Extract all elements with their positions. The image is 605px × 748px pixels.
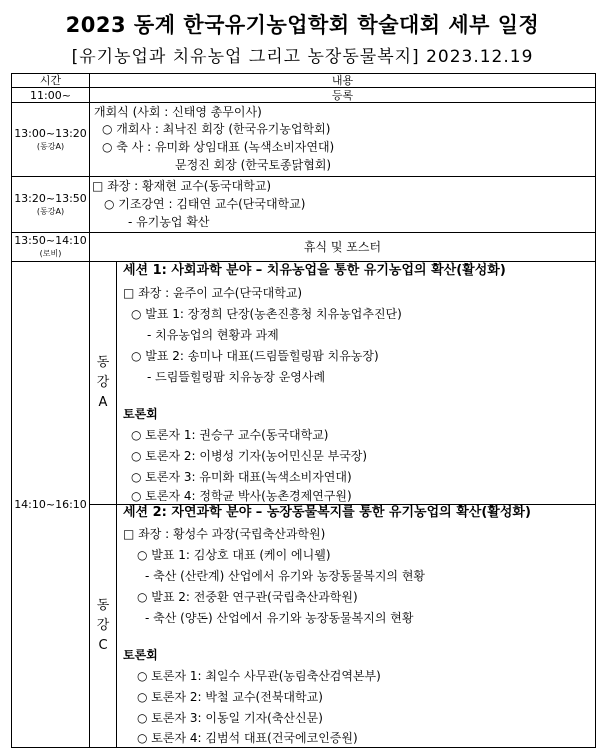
content-line: ○ 발표 1: 장정희 단장(농촌진흥청 치유농업추진단) xyxy=(131,307,402,321)
table-row xyxy=(12,505,596,748)
table-header-row xyxy=(12,74,596,88)
content-cell xyxy=(90,177,596,233)
table-row xyxy=(12,262,596,505)
content-line: □ 좌장 : 윤주이 교수(단국대학교) xyxy=(123,286,303,300)
session-title: 세션 2: 자연과학 분야 – 농장동물복지를 통한 유기농업의 확산(활성화) xyxy=(123,505,531,520)
spacer-line xyxy=(117,629,595,645)
content-line: ○ 토론자 2: 이병성 기자(농어민신문 부국장) xyxy=(131,449,368,463)
session-title: 세션 1: 사회과학 분야 – 치유농업을 통한 유기농업의 확산(활성화) xyxy=(123,263,506,278)
content-line: ○ 축 사 : 유미화 상임대표 (녹색소비자연대) xyxy=(102,140,335,154)
header-content: 내용 xyxy=(90,74,596,88)
schedule-table xyxy=(11,73,596,748)
time-cell xyxy=(12,233,90,262)
table-row xyxy=(12,88,596,103)
content-line: ○ 토론자 4: 김범석 대표(건국에코인증원) xyxy=(137,731,358,745)
room-char: 동 xyxy=(96,355,110,370)
room-cell-c xyxy=(90,505,117,748)
content-line: ○ 토론자 3: 유미화 대표(녹색소비자연대) xyxy=(131,470,352,484)
content-line: - 축산 (양돈) 산업에서 유기와 농장동물복지의 현황 xyxy=(145,611,414,625)
time-cell xyxy=(12,177,90,233)
page-subtitle: [유기농업과 치유농업 그리고 농장동물복지] 2023.12.19 xyxy=(71,47,534,67)
table-row xyxy=(12,103,596,177)
content-cell: 휴식 및 포스터 xyxy=(90,233,596,262)
content-line: ○ 토론자 3: 이동일 기자(축산신문) xyxy=(137,711,323,725)
header-time: 시간 xyxy=(12,74,90,88)
time-cell: 14:10~16:10 xyxy=(12,262,90,748)
content-line: 토론회 xyxy=(123,407,158,421)
content-line: □ 좌장 : 황성수 과장(국립축산과학원) xyxy=(123,527,326,541)
content-line: ○ 개회사 : 최낙진 회장 (한국유기농업학회) xyxy=(102,122,331,136)
content-line: ○ 발표 2: 송미나 대표(드림뜰힐링팜 치유농장) xyxy=(131,349,379,363)
room-char: 동 xyxy=(96,598,110,613)
room-char: 강 xyxy=(96,618,110,633)
content-line: ○ 토론자 4: 정학균 박사(농촌경제연구원) xyxy=(131,489,352,503)
content-line: ○ 발표 2: 전중환 연구관(국립축산과학원) xyxy=(137,590,358,604)
content-line: ○ 토론자 1: 권승구 교수(동국대학교) xyxy=(131,428,329,442)
content-cell: 등록 xyxy=(90,88,596,103)
room-cell-a xyxy=(90,262,117,505)
time-value: 13:20~13:50 xyxy=(14,191,87,205)
room-label: (로비) xyxy=(39,249,62,258)
content-line: ○ 토론자 2: 박철 교수(전북대학교) xyxy=(137,690,323,704)
room-char: 강 xyxy=(96,375,110,390)
content-line: 문정진 회장 (한국토종닭협회) xyxy=(175,158,332,172)
content-line: □ 좌장 : 황재현 교수(동국대학교) xyxy=(92,179,272,193)
content-line: - 치유농업의 현황과 과제 xyxy=(147,328,279,342)
spacer-line xyxy=(117,388,595,404)
content-line: ○ 토론자 1: 최일수 사무관(농림축산검역본부) xyxy=(137,669,381,683)
room-char: C xyxy=(98,638,108,653)
content-cell xyxy=(90,103,596,177)
content-line: - 드림뜰힐링팜 치유농장 운영사례 xyxy=(147,370,326,384)
page-title: 2023 동계 한국유기농업학회 학술대회 세부 일정 xyxy=(65,13,540,37)
room-label: (동강A) xyxy=(36,141,65,151)
time-cell xyxy=(12,103,90,177)
table-row xyxy=(12,233,596,262)
table-row xyxy=(12,177,596,233)
content-line: ○ 기조강연 : 김태연 교수(단국대학교) xyxy=(104,197,306,211)
time-value: 13:00~13:20 xyxy=(14,126,87,140)
content-line: 개회식 (사회 : 신태영 총무이사) xyxy=(94,105,262,119)
session-a-cell xyxy=(117,262,596,505)
time-cell: 11:00~ xyxy=(12,88,90,103)
content-line: 토론회 xyxy=(123,648,158,662)
content-line: - 유기농업 확산 xyxy=(128,215,210,229)
time-value: 13:50~14:10 xyxy=(14,234,87,247)
session-c-cell xyxy=(117,505,596,748)
room-char: A xyxy=(98,395,108,410)
room-label: (동강A) xyxy=(36,206,65,216)
content-line: ○ 발표 1: 김상호 대표 (케이 에니웰) xyxy=(137,548,331,562)
content-line: - 축산 (산란계) 산업에서 유기와 농장동물복지의 현황 xyxy=(145,569,426,583)
